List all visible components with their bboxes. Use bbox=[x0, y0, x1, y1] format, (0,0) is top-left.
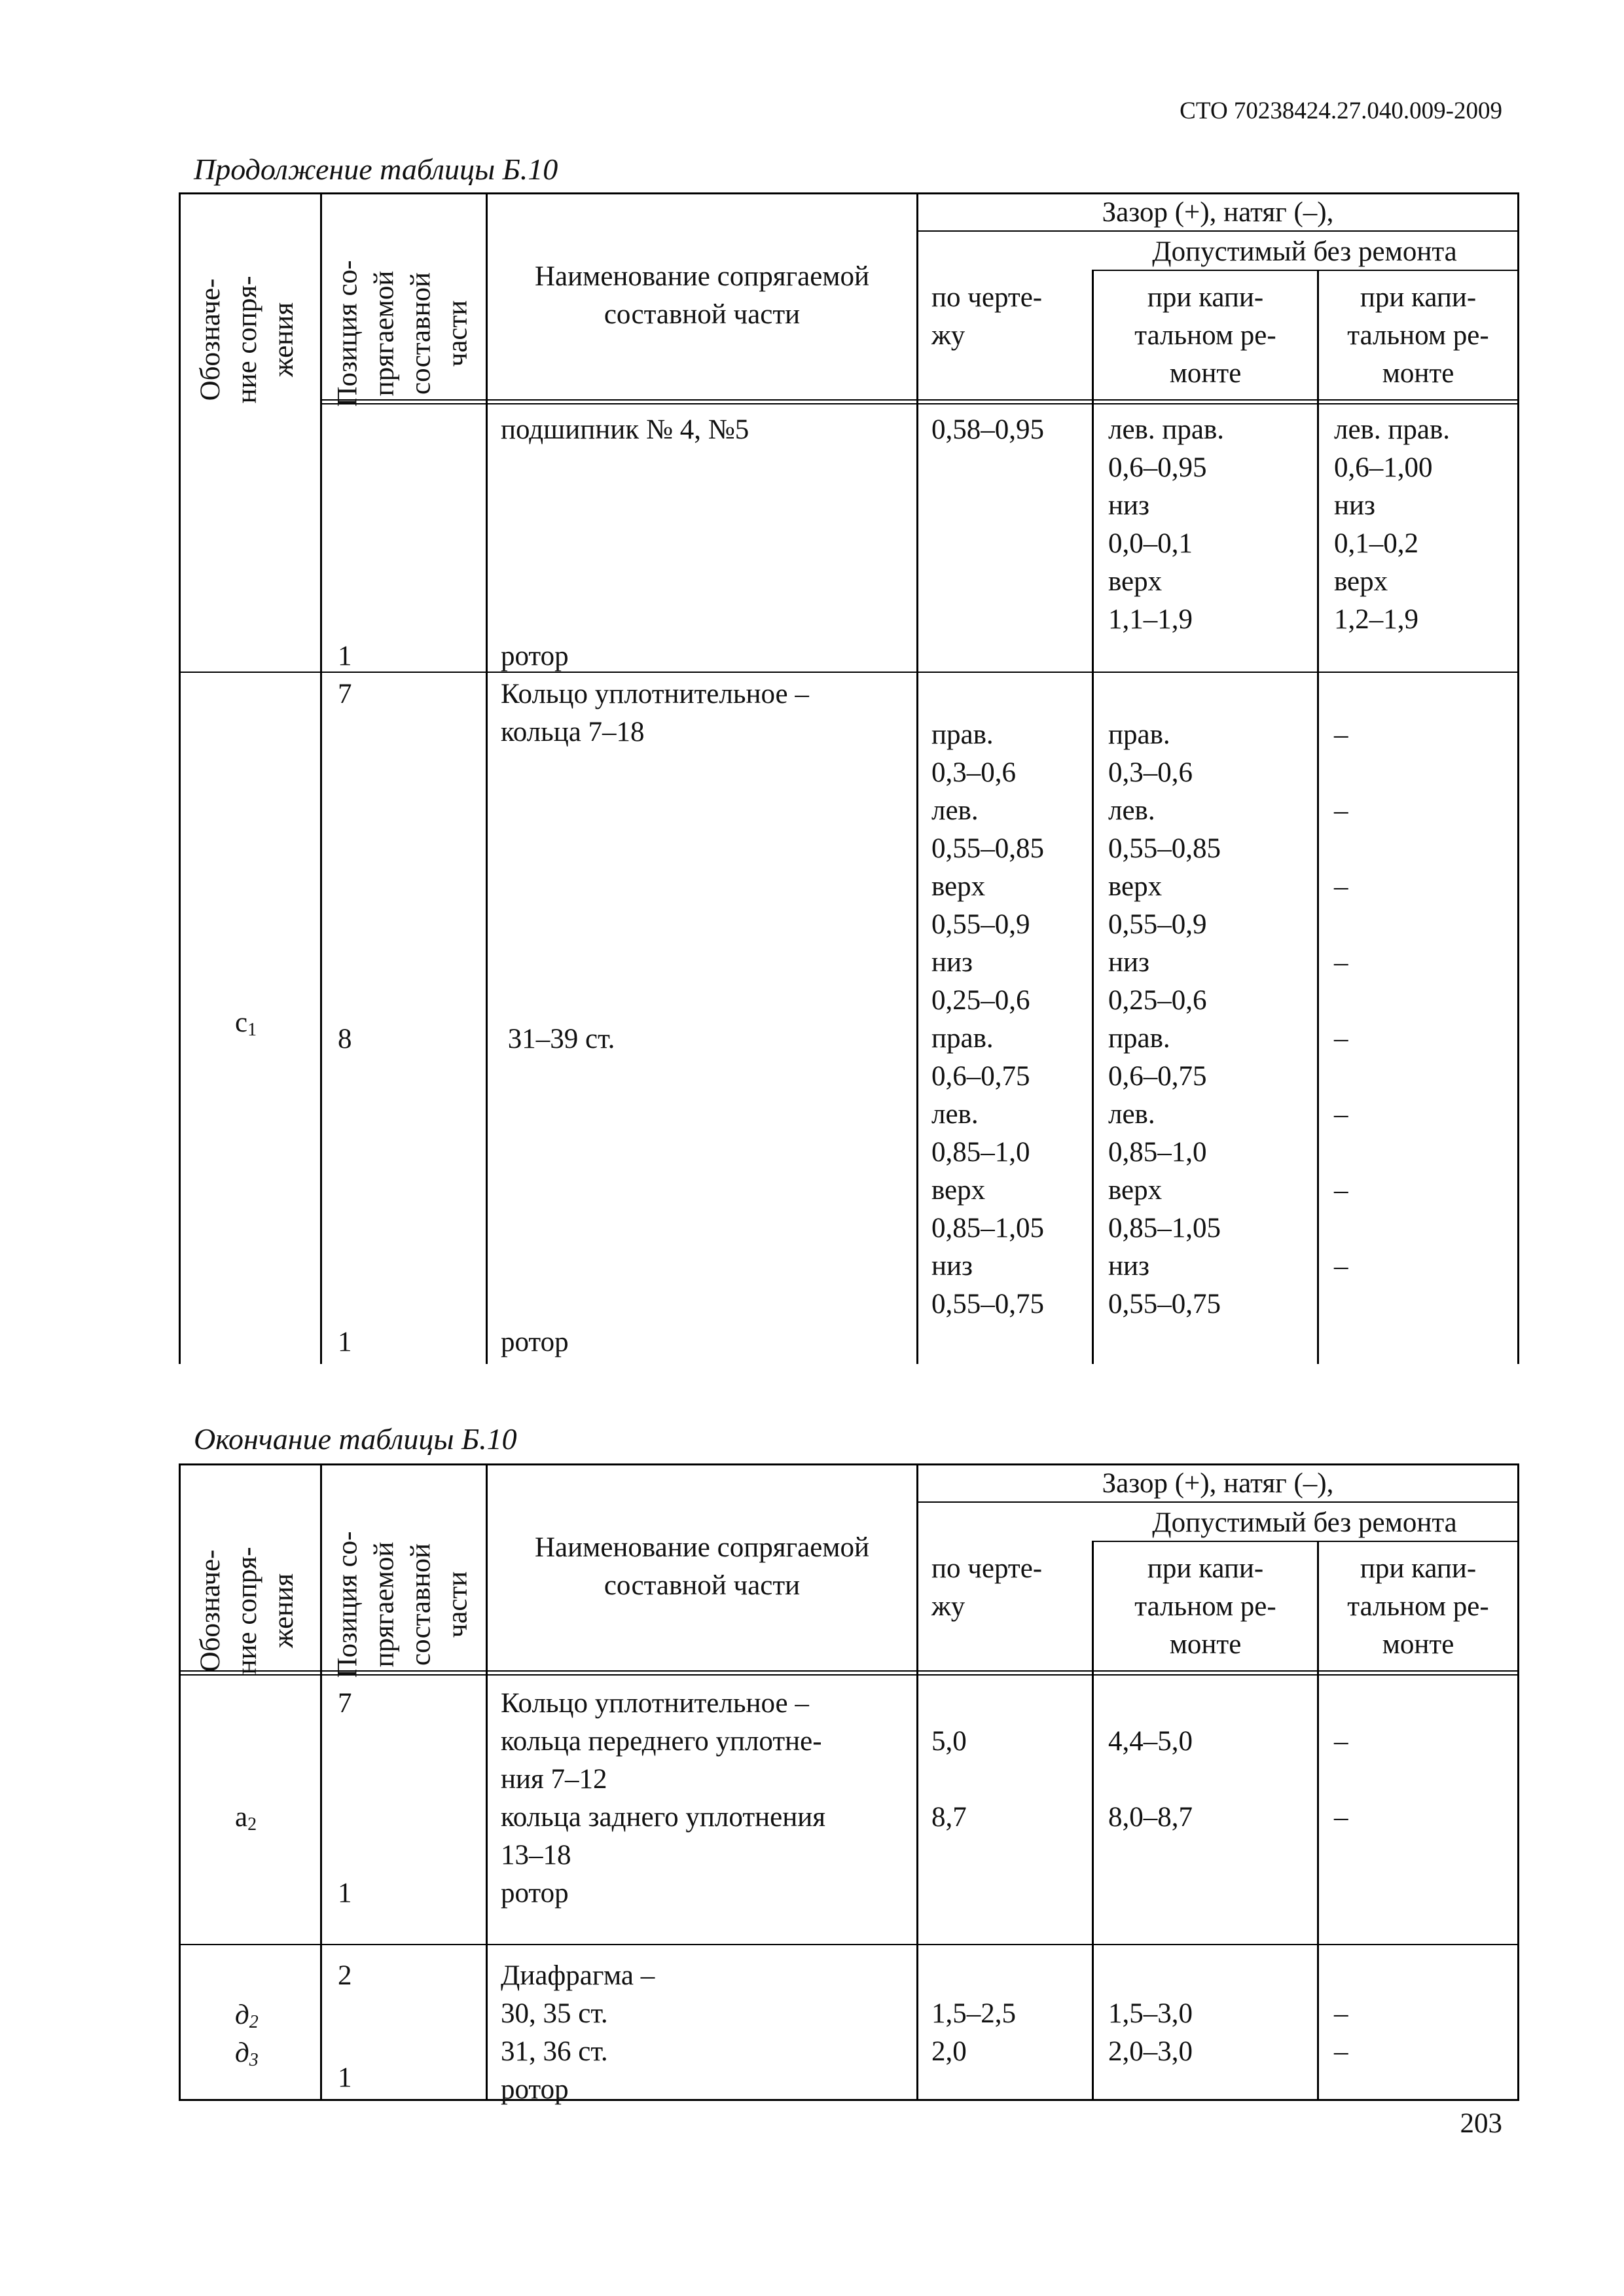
header-cap1: при капи- тальном ре- монте bbox=[1134, 282, 1276, 389]
t2-r2-cap1: 1,5–3,0 2,0–3,0 bbox=[1108, 1998, 1193, 2067]
page-number: 203 bbox=[1460, 2108, 1502, 2139]
t2-r1-cap2: – – bbox=[1334, 1726, 1348, 1833]
header2-allowed: Допустимый без ремонта bbox=[1152, 1507, 1457, 1538]
header-gap: Зазор (+), натяг (–), bbox=[1102, 197, 1334, 228]
t1-r1-cap2: лев. прав. 0,6–1,00 низ 0,1–0,2 верх 1,2–1,9 bbox=[1334, 414, 1450, 635]
t2-r2-designation-a: $д_2$ bbox=[235, 2000, 259, 2032]
header-part-name: Наименование сопрягаемой составной части bbox=[534, 261, 870, 330]
t1-r2-part1: Кольцо уплотнительное – кольца 7–18 bbox=[501, 679, 809, 747]
t1-r1-cap1: лев. прав. 0,6–0,95 низ 0,0–0,1 верх 1,1–1,9 bbox=[1108, 414, 1224, 635]
header-cap2: при капи- тальном ре- монте bbox=[1347, 282, 1489, 389]
t1-r2-pos1: 1 bbox=[338, 1327, 352, 1357]
t1-r1-pos: 1 bbox=[338, 641, 352, 672]
header2-drawing: по черте- жу bbox=[931, 1553, 1043, 1622]
t2-r2-pos1: 1 bbox=[338, 2062, 352, 2093]
t2-r1-part: Кольцо уплотнительное – кольца переднего уплотне- ния 7–12 кольца заднего уплотнения 13–18 ротор bbox=[501, 1688, 826, 1909]
table2-caption: Окончание таблицы Б.10 bbox=[194, 1422, 517, 1456]
t2-r2-drawing: 1,5–2,5 2,0 bbox=[931, 1998, 1016, 2067]
header-position: Позиция со- прягаемой составной части bbox=[332, 260, 473, 407]
t2-r1-pos1: 1 bbox=[338, 1878, 352, 1909]
header-drawing: по черте- жу bbox=[931, 282, 1043, 351]
t2-r2-pos2: 2 bbox=[338, 1960, 352, 1991]
t1-r1-rotor: ротор bbox=[501, 641, 569, 672]
header2-cap2: при капи- тальном ре- монте bbox=[1347, 1553, 1489, 1660]
table1 bbox=[179, 192, 1519, 1364]
t1-r2-rotor: ротор bbox=[501, 1327, 569, 1357]
t2-r1-pos7: 7 bbox=[338, 1688, 352, 1719]
t2-r2-part: Диафрагма – 30, 35 ст. 31, 36 ст. ротор bbox=[501, 1960, 655, 2105]
header2-gap: Зазор (+), натяг (–), bbox=[1102, 1468, 1334, 1499]
header-designation: Обозначе- ние сопря- жения bbox=[195, 276, 299, 404]
t1-r1-drawing: 0,58–0,95 bbox=[931, 414, 1044, 445]
t1-r2-part2: 31–39 ст. bbox=[501, 1024, 615, 1054]
header-allowed: Допустимый без ремонта bbox=[1152, 236, 1457, 267]
t1-r2-pos8: 8 bbox=[338, 1024, 352, 1054]
t2-r1-drawing: 5,0 8,7 bbox=[931, 1726, 967, 1833]
t1-r2-pos7: 7 bbox=[338, 679, 352, 709]
t2-r2-designation-b: $д_3$ bbox=[235, 2037, 259, 2070]
t2-r2-cap2: – – bbox=[1334, 1998, 1348, 2067]
t1-r2-cap1: прав. 0,3–0,6 лев. 0,55–0,85 верх 0,55–0,9 низ 0,25–0,6 прав. 0,6–0,75 лев. 0,85–1,0 верх 0,85–1,05 низ 0,55–0,75 bbox=[1108, 719, 1221, 1319]
header2-cap1: при капи- тальном ре- монте bbox=[1134, 1553, 1276, 1660]
table2 bbox=[179, 1463, 1519, 2105]
t1-r2-cap2: – – – – – – – – bbox=[1334, 719, 1348, 1282]
t2-r1-cap1: 4,4–5,0 8,0–8,7 bbox=[1108, 1726, 1193, 1833]
t1-r2-designation: $c_1$ bbox=[235, 1007, 257, 1040]
header2-part-name: Наименование сопрягаемой составной части bbox=[534, 1532, 870, 1601]
table1-caption: Продолжение таблицы Б.10 bbox=[194, 152, 558, 186]
header2-designation: Обозначе- ние сопря- жения bbox=[195, 1547, 299, 1675]
t2-r1-designation: $a_2$ bbox=[235, 1802, 257, 1835]
t1-r2-drawing: прав. 0,3–0,6 лев. 0,55–0,85 верх 0,55–0,9 низ 0,25–0,6 прав. 0,6–0,75 лев. 0,85–1,0 верх 0,85–1,05 низ 0,55–0,75 bbox=[931, 719, 1044, 1319]
t1-r1-part: подшипник № 4, №5 bbox=[501, 414, 749, 445]
document-code: СТО 70238424.27.040.009-2009 bbox=[1180, 98, 1502, 124]
header2-position: Позиция со- прягаемой составной части bbox=[332, 1531, 473, 1678]
